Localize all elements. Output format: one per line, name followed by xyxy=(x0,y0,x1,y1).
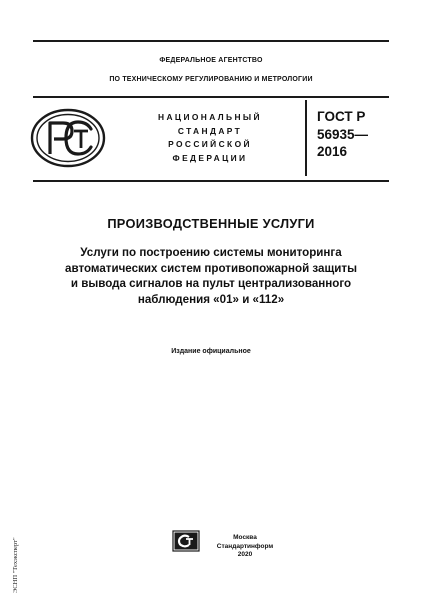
national-standard-label xyxy=(150,111,270,165)
standartinform-logo-icon xyxy=(172,530,200,552)
gost-number xyxy=(317,108,368,161)
agency-line-2: ПО ТЕХНИЧЕСКОМУ РЕГУЛИРОВАНИЮ И МЕТРОЛОГИИ xyxy=(109,76,313,83)
document-subtitle xyxy=(33,245,389,307)
vertical-divider xyxy=(305,100,307,176)
subtitle-line-4: наблюдения «01» и «112» xyxy=(137,292,285,306)
standard-line-2: СТАНДАРТ xyxy=(177,125,243,136)
standard-line-3: РОССИЙСКОЙ xyxy=(168,139,252,149)
document-title: ПРОИЗВОДСТВЕННЫЕ УСЛУГИ xyxy=(107,216,315,231)
subtitle-line-2: автоматических систем противопожарной защиты xyxy=(65,261,357,275)
top-rule xyxy=(33,40,389,42)
publisher-year: 2020 xyxy=(237,551,253,558)
rst-emblem-icon xyxy=(30,108,106,168)
agency-line-1: ФЕДЕРАЛЬНОЕ АГЕНТСТВО xyxy=(159,57,263,64)
publisher-name: Стандартинформ xyxy=(216,542,274,550)
gost-line-1: ГОСТ Р xyxy=(317,109,366,124)
header-rule xyxy=(33,96,389,98)
gost-line-2: 56935— xyxy=(317,126,369,142)
subtitle-line-3: и вывода сигналов на пульт централизованного xyxy=(70,277,352,290)
standard-line-1: НАЦИОНАЛЬНЫЙ xyxy=(158,112,262,122)
sidebar-watermark-text: ЭСНП "Техэксперт" xyxy=(12,537,19,593)
publisher-city: Москва xyxy=(233,534,257,541)
publisher-info xyxy=(200,534,290,560)
standard-line-4: ФЕДЕРАЦИИ xyxy=(172,152,248,163)
edition-label: Издание официальное xyxy=(171,348,251,355)
gost-line-3: 2016 xyxy=(317,144,348,159)
block-rule xyxy=(33,180,389,182)
subtitle-line-1: Услуги по построению системы мониторинга xyxy=(80,246,342,259)
